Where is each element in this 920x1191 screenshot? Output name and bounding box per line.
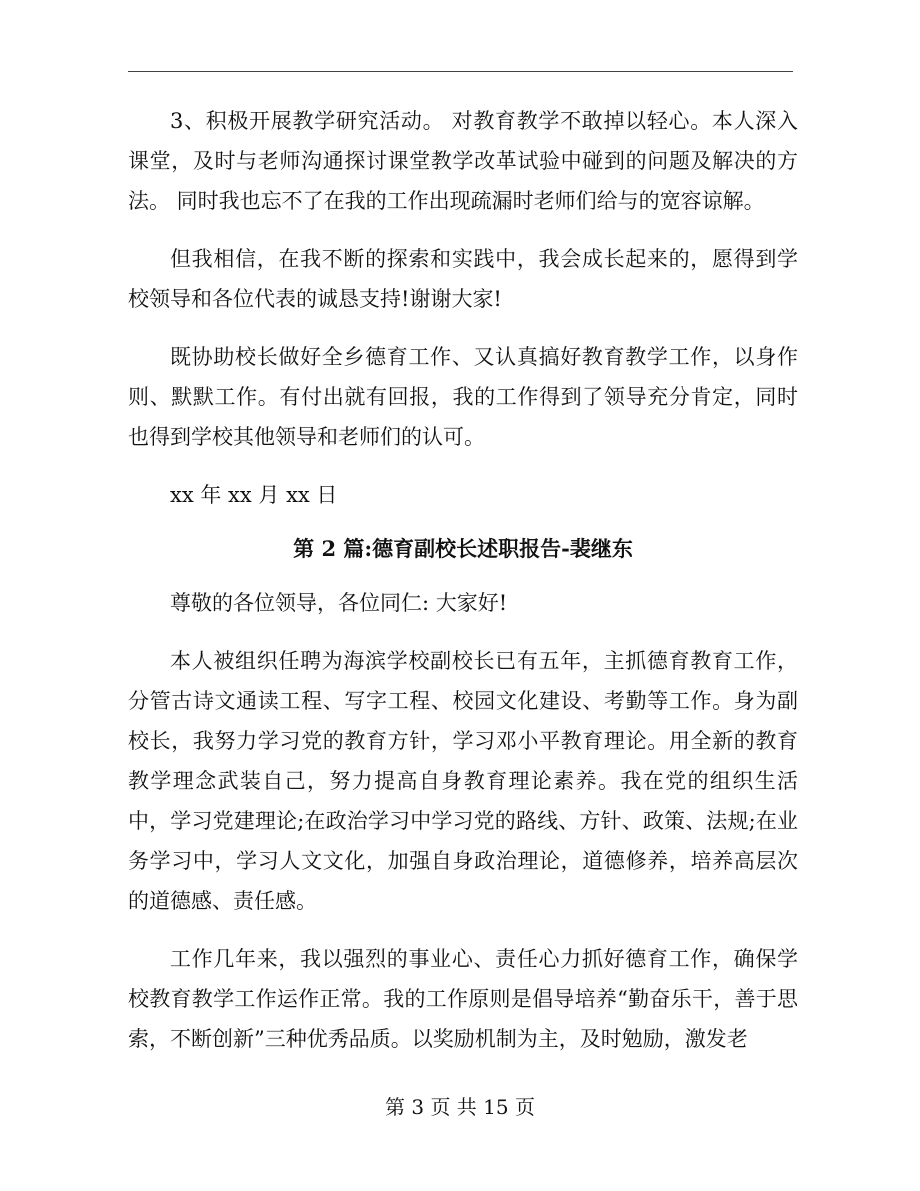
paragraph-greeting: 尊敬的各位领导，各位同仁: 大家好!	[170, 591, 508, 615]
paragraph-research: 3、积极开展教学研究活动。 对教育教学不敢掉以轻心。本人深入课堂，及时与老师沟通探讨课堂教学改革试验中碰到的问题及解决的方法。 同时我也忘不了在我的工作出现疏漏时老师们给与的宽容谅解。	[128, 109, 798, 213]
paragraph-intro: 本人被组织任聘为海滨学校副校长已有五年，主抓德育教育工作，分管古诗文通读工程、写字工程、校园文化建设、考勤等工作。身为副校长，我努力学习党的教育方针，学习邓小平教育理论。用全新的教育教学理念武装自己，努力提高自身教育理论素养。我在党的组织生活中，学习党建理论;在政治学习中学习党的路线、方针、政策、法规;在业务学习中，学习人文文化，加强自身政治理论，道德修养，培养高层次的道德感、责任感。	[128, 649, 798, 913]
paragraph-growth: 但我相信，在我不断的探索和实践中，我会成长起来的，愿得到学校领导和各位代表的诚恳支持!谢谢大家!	[128, 247, 798, 311]
document-body	[128, 101, 798, 1077]
paragraph-work: 工作几年来，我以强烈的事业心、责任心力抓好德育工作，确保学校教育教学工作运作正常。我的工作原则是倡导培养“勤奋乐干，善于思索，不断创新”三种优秀品质。以奖励机制为主，及时勉励，激发老	[128, 947, 798, 1051]
page-number: 第 3 页 共 15 页	[385, 1095, 535, 1119]
date-line: xx 年 xx 月 xx 日	[170, 483, 338, 507]
paragraph-assist: 既协助校长做好全乡德育工作、又认真搞好教育教学工作，以身作则、默默工作。有付出就有回报，我的工作得到了领导充分肯定，同时也得到学校其他领导和老师们的认可。	[128, 345, 798, 449]
header-rule	[128, 71, 793, 72]
section-title: 第 2 篇:德育副校长述职报告-裴继东	[293, 536, 633, 561]
